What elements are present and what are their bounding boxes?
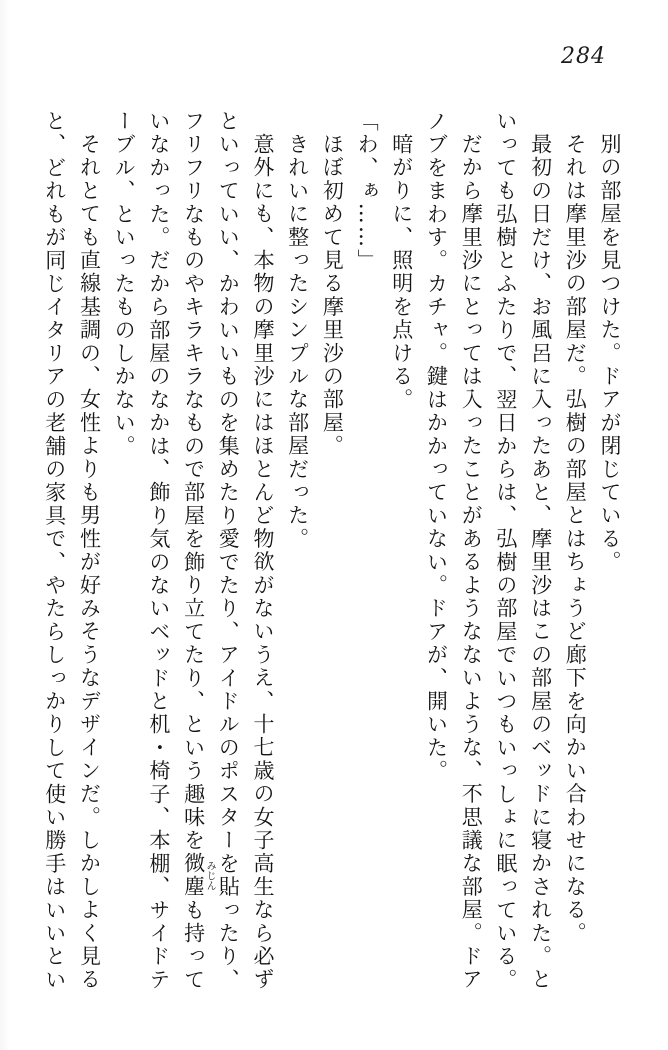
page-number: 284 xyxy=(561,44,606,69)
paragraph-5: 暗がりに、照明を点ける。 xyxy=(389,133,414,412)
paragraph-1: 別の部屋を見つけた。ドアが閉じている。 xyxy=(598,133,622,574)
paragraph-3: 最初の日だけ、お風呂に入ったあと、摩里沙はこの部屋のベッドに寝かされた。といっても弘樹とふたりで、翌日からは、弘樹の部屋でいつもいっしょに眠っている。 xyxy=(493,110,553,992)
paragraph-6-dialogue: 「わ、ぁ……」 xyxy=(355,110,380,273)
vertical-text-body xyxy=(35,110,627,994)
paragraph-9-after-ruby: も持っていなかった。だから部屋のなかは、飾り気のないベッドと机・椅子、本棚、サイドテーブル、といったものしかない。 xyxy=(112,110,206,992)
ruby-base: 微塵 xyxy=(181,852,206,899)
page-edge-shading xyxy=(0,0,10,1050)
paragraph-9-before-ruby: 意外にも、本物の摩里沙にはほとんど物欲がないうえ、十七歳の女子高生なら必ずといっていい、かわいいものを集めたり愛でたり、アイドルのポスターを貼ったり、フリフリなものやキラキラなもので部屋を飾り立てたり、という趣味を xyxy=(181,110,275,992)
ruby-word xyxy=(181,852,216,899)
paragraph-7: ほぼ初めて見る摩里沙の部屋。 xyxy=(320,133,345,458)
paragraph-9 xyxy=(106,110,280,994)
paragraph-2: それは摩里沙の部屋だ。弘樹の部屋とはちょうど廊下を向かい合わせになる。 xyxy=(563,133,588,945)
paragraph-10: それとても直線基調の、女性よりも男性が好みそうなデザインだ。しかしよく見ると、どれもが同じイタリアの老舗の家具で、やたらしっかりして使い勝手はいいとい xyxy=(42,110,102,992)
paragraph-4: だから摩里沙にとっては入ったことがあるようなないような、不思議な部屋。ドアノブをまわす。カチャ。鍵はかかっていない。ドアが、開いた。 xyxy=(424,110,484,992)
paragraph-8: きれいに整ったシンプルな部屋だった。 xyxy=(285,133,310,551)
furigana: みじん xyxy=(204,852,216,899)
